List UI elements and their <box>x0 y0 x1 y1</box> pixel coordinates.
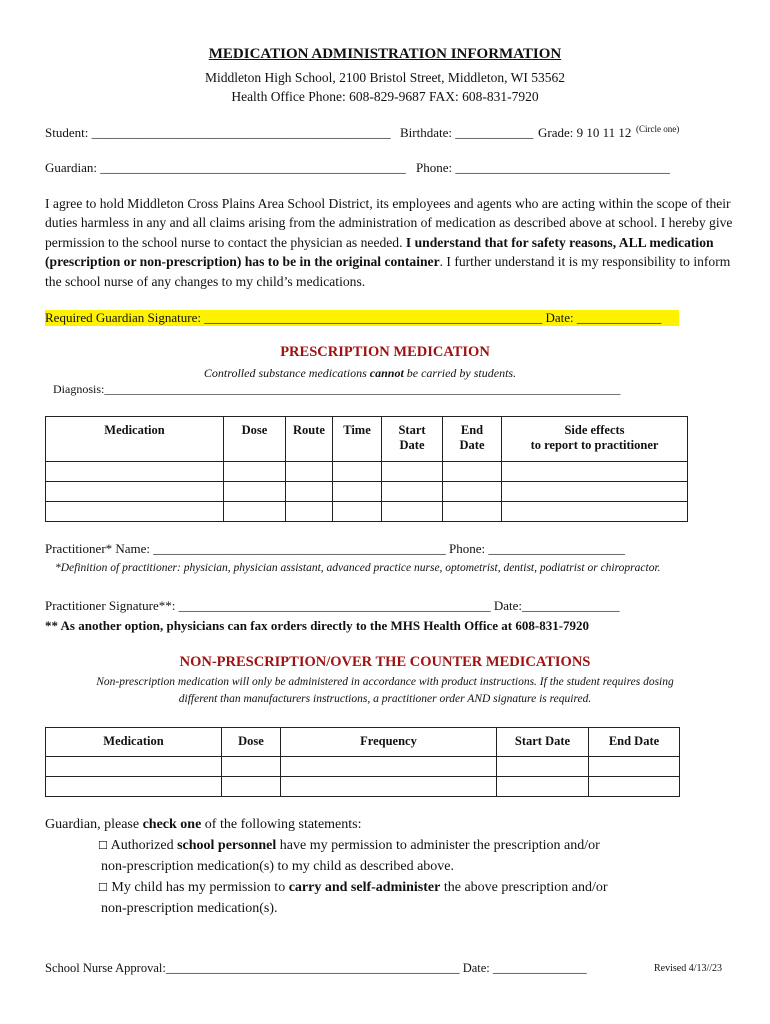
col-start-date: Start Date <box>497 728 589 757</box>
option-school-personnel-line2: non-prescription medication(s) to my child as described above. <box>101 859 455 874</box>
fax-note: ** As another option, physicians can fax orders directly to the MHS Health Office at 608-831-7920 <box>45 618 590 633</box>
col-end-date: End Date <box>589 728 680 757</box>
option-school-personnel[interactable]: ☐ Authorized school personnel have my permission to administer the prescription and/or <box>98 838 600 853</box>
birthdate-field[interactable]: Birthdate: ____________ <box>400 125 534 140</box>
agreement-bold-text: I understand that for safety reasons, ALL medication (prescription or non-prescription) has to be in the original container <box>45 234 714 270</box>
option-self-administer[interactable]: ☐ My child has my permission to carry and self-administer the above prescription and/or <box>98 880 608 895</box>
practitioner-signature-field[interactable]: Practitioner Signature**: ________________________________________________ Date:_______________ <box>45 598 620 613</box>
form-title: MEDICATION ADMINISTRATION INFORMATION <box>208 46 562 62</box>
revised-date: Revised 4/13//23 <box>654 963 723 974</box>
table-row[interactable] <box>46 482 688 502</box>
checkbox-icon[interactable]: ☐ <box>98 881 108 894</box>
nurse-approval-field[interactable]: School Nurse Approval:_______________________________________________ Date: _______________ <box>45 961 587 975</box>
prescription-heading: PRESCRIPTION MEDICATION <box>280 344 490 360</box>
table-row[interactable] <box>46 757 680 777</box>
col-frequency: Frequency <box>281 728 497 757</box>
school-address: Middleton High School, 2100 Bristol Street, Middleton, WI 53562 <box>204 70 566 85</box>
option-self-administer-line2: non-prescription medication(s). <box>101 901 278 916</box>
col-side-effects: Side effects to report to practitioner <box>502 417 688 462</box>
col-dose: Dose <box>224 417 286 462</box>
col-start-date: Start Date <box>382 417 443 462</box>
circle-one-note: (Circle one) <box>636 124 680 134</box>
prescription-table <box>45 416 688 522</box>
check-one-instruction: Guardian, please check one of the following statements: <box>45 817 362 832</box>
practitioner-definition: *Definition of practitioner: physician, physician assistant, advanced practice nurse, optometrist, dentist, podiatrist or chiropractor. <box>55 562 661 574</box>
diagnosis-field[interactable]: Diagnosis:______________________________________________________________________________________ <box>53 382 621 396</box>
controlled-substance-note: Controlled substance medications cannot be carried by students. <box>203 366 517 380</box>
guardian-signature-field[interactable]: Required Guardian Signature: ____________________________________________________ Date: _____________ <box>45 310 679 326</box>
guardian-phone-field[interactable]: Phone: _________________________________ <box>416 160 670 175</box>
otc-note-line2: different than manufacturers instructions, a practitioner order AND signature is required. <box>178 693 592 705</box>
guardian-field[interactable]: Guardian: _______________________________________________ <box>45 160 406 175</box>
checkbox-icon[interactable]: ☐ <box>98 839 108 852</box>
col-medication: Medication <box>46 728 222 757</box>
col-end-date: End Date <box>443 417 502 462</box>
table-row[interactable] <box>46 777 680 797</box>
agreement-text-2: . I further understand it is my responsibility to inform the school nurse of any changes to my child’s medications. <box>45 254 731 289</box>
health-office-phone: Health Office Phone: 608-829-9687 FAX: 608-831-7920 <box>231 89 539 104</box>
col-time: Time <box>333 417 382 462</box>
agreement-paragraph <box>45 194 735 291</box>
otc-heading: NON-PRESCRIPTION/OVER THE COUNTER MEDICATIONS <box>179 654 591 670</box>
table-row[interactable] <box>46 502 688 522</box>
grade-field[interactable]: Grade: 9 10 11 12 <box>538 125 632 140</box>
practitioner-name-field[interactable]: Practitioner* Name: _____________________________________________ Phone: _____________________ <box>45 541 625 556</box>
student-field[interactable]: Student: ______________________________________________ <box>45 125 391 140</box>
col-medication: Medication <box>46 417 224 462</box>
otc-note-line1: Non-prescription medication will only be administered in accordance with product instructions. If the student requires dosing <box>96 676 674 688</box>
col-dose: Dose <box>222 728 281 757</box>
table-row[interactable] <box>46 462 688 482</box>
otc-table <box>45 727 680 797</box>
agreement-text-1: I agree to hold Middleton Cross Plains Area School District, its employees and agents who are acting within the scope of their duties harmless in any and all claims arising from the administration of medication as described above at school. I hereby give permission to the school nurse to contact the physician as needed. <box>45 196 733 250</box>
col-route: Route <box>286 417 333 462</box>
